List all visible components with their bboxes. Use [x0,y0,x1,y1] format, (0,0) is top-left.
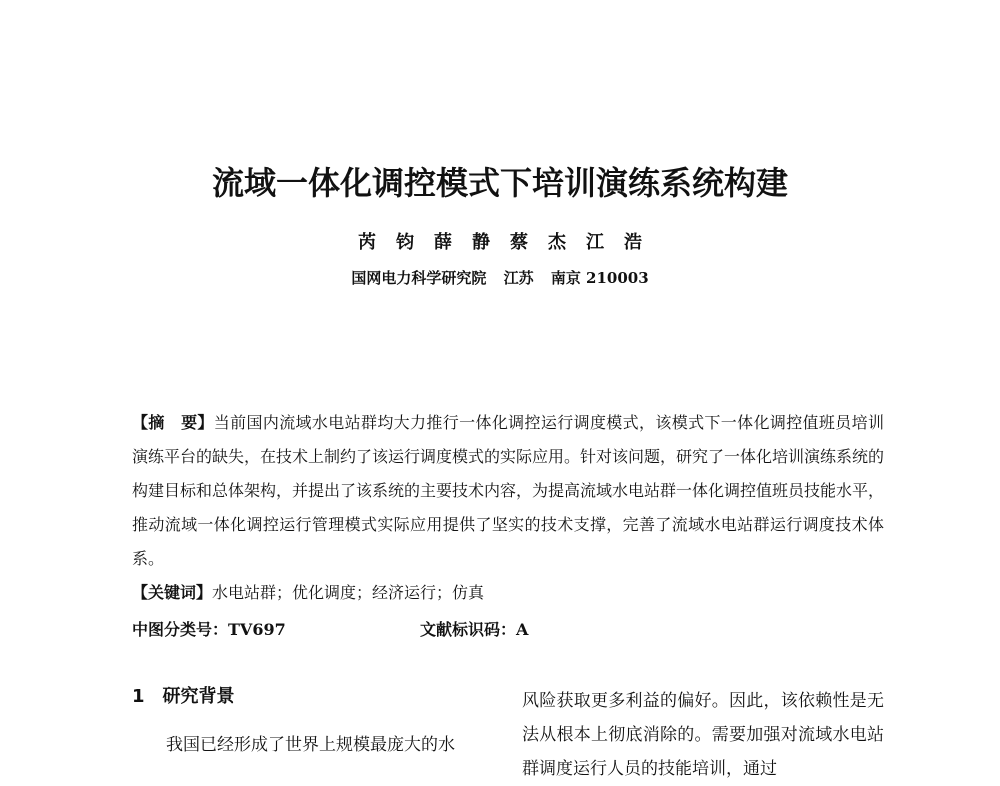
abstract-text: 当前国内流域水电站群均大力推行一体化调控运行调度模式，该模式下一体化调控值班员培训演练平台的缺失，在技术上制约了该运行调度模式的实际应用。针对该问题，研究了一体化培训演练系统的构建目标和总体架构，并提出了该系统的主要技术内容，为提高流域水电站群一体化调控值班员技能水平，推动流域一体化调控运行管理模式实际应用提供了坚实的技术支撑，完善了流域水电站群运行调度技术体系。 [132,413,885,568]
classification-line [132,616,884,644]
paper-title: 流域一体化调控模式下培训演练系统构建 [211,164,788,202]
author-name: 浩 [624,232,642,253]
section-heading [132,684,235,710]
clc-number: 中图分类号：TV697 [132,620,286,639]
section-number: 1 [132,686,145,707]
author-name: 薛 [434,232,452,253]
affiliation [0,267,1000,289]
section-title: 研究背景 [162,686,235,707]
author-name: 静 [472,232,490,253]
abstract-label: 【摘 要】 [132,413,214,432]
body-paragraph-right: 风险获取更多利益的偏好。因此，该依赖性是无法从根本上彻底消除的。需要加强对流域水电站群调度运行人员的技能培训，通过 [522,691,884,779]
author-name: 江 [586,232,604,253]
affiliation-province: 江苏 [503,269,534,287]
keywords-text: 水电站群；优化调度；经济运行；仿真 [212,583,485,602]
author-name: 蔡 [510,232,528,253]
author-list [0,230,1000,256]
affiliation-city-zip: 南京 210003 [550,269,649,287]
author-name: 杰 [548,232,566,253]
abstract [132,406,884,576]
affiliation-institute: 国网电力科学研究院 [351,269,487,287]
author-name: 钧 [396,232,414,253]
keywords [132,579,884,607]
document-code: 文献标识码：A [420,620,529,639]
body-paragraph-left: 我国已经形成了世界上规模最庞大的水 [166,735,455,755]
author-name: 芮 [358,232,376,253]
keywords-label: 【关键词】 [132,583,213,602]
